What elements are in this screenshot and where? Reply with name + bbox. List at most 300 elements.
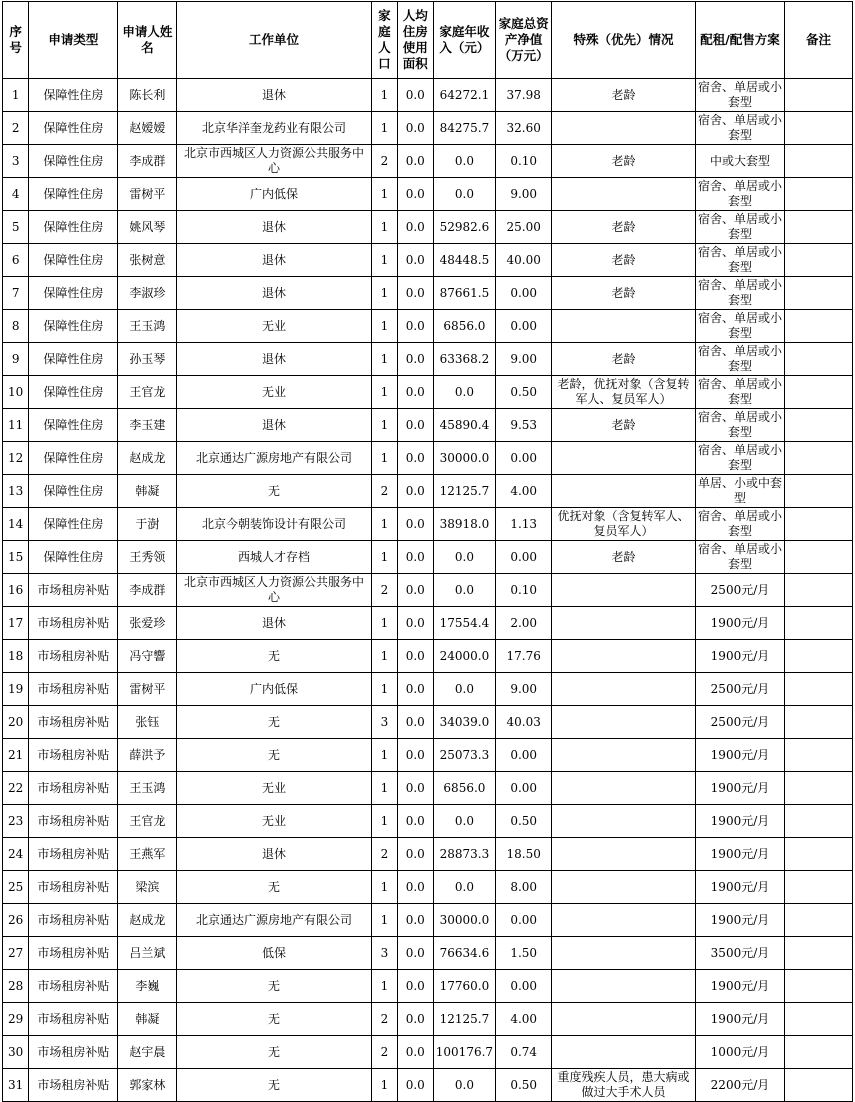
cell-special: 重度残疾人员，患大病或做过大手术人员 [552,1069,696,1102]
cell-area: 0.0 [398,673,433,706]
cell-note [785,79,853,112]
table-row [3,607,853,640]
cell-income: 17554.4 [433,607,496,640]
cell-note [785,904,853,937]
cell-unit: 无 [177,970,372,1003]
cell-type: 保障性住房 [29,310,118,343]
cell-assets: 0.00 [496,970,552,1003]
cell-pop: 2 [371,145,397,178]
cell-type: 保障性住房 [29,211,118,244]
table-row [3,541,853,574]
cell-special: 老龄 [552,541,696,574]
cell-special [552,772,696,805]
cell-no: 31 [3,1069,29,1102]
cell-area: 0.0 [398,706,433,739]
cell-unit: 无 [177,706,372,739]
cell-area: 0.0 [398,178,433,211]
cell-no: 21 [3,739,29,772]
cell-assets: 0.00 [496,442,552,475]
cell-no: 23 [3,805,29,838]
cell-type: 市场租房补贴 [29,838,118,871]
cell-area: 0.0 [398,937,433,970]
cell-name: 冯守響 [118,640,177,673]
cell-plan: 1900元/月 [695,640,784,673]
cell-name: 雷树平 [118,178,177,211]
table-row [3,772,853,805]
cell-assets: 40.00 [496,244,552,277]
cell-name: 王秀领 [118,541,177,574]
cell-type: 市场租房补贴 [29,607,118,640]
cell-pop: 1 [371,871,397,904]
cell-type: 保障性住房 [29,244,118,277]
cell-pop: 1 [371,607,397,640]
cell-type: 保障性住房 [29,541,118,574]
table-row [3,640,853,673]
cell-name: 王燕军 [118,838,177,871]
cell-unit: 退休 [177,244,372,277]
cell-name: 王玉鸿 [118,310,177,343]
cell-income: 48448.5 [433,244,496,277]
cell-income: 30000.0 [433,904,496,937]
cell-plan: 单居、小或中套型 [695,475,784,508]
cell-no: 4 [3,178,29,211]
cell-assets: 9.00 [496,178,552,211]
cell-income: 87661.5 [433,277,496,310]
cell-pop: 1 [371,409,397,442]
cell-type: 保障性住房 [29,112,118,145]
cell-no: 26 [3,904,29,937]
cell-name: 雷树平 [118,673,177,706]
cell-note [785,145,853,178]
cell-plan: 宿舍、单居或小套型 [695,211,784,244]
table-row [3,178,853,211]
cell-assets: 25.00 [496,211,552,244]
table-header [3,2,853,79]
table-row [3,1003,853,1036]
cell-no: 24 [3,838,29,871]
cell-plan: 1900元/月 [695,607,784,640]
cell-area: 0.0 [398,1069,433,1102]
cell-income: 6856.0 [433,310,496,343]
cell-special [552,1036,696,1069]
table-row [3,937,853,970]
cell-special: 老龄 [552,244,696,277]
cell-area: 0.0 [398,1036,433,1069]
cell-assets: 0.00 [496,739,552,772]
cell-special [552,310,696,343]
cell-area: 0.0 [398,838,433,871]
cell-special [552,871,696,904]
cell-income: 6856.0 [433,772,496,805]
cell-pop: 1 [371,1069,397,1102]
cell-plan: 宿舍、单居或小套型 [695,508,784,541]
cell-type: 保障性住房 [29,178,118,211]
cell-assets: 0.50 [496,376,552,409]
cell-note [785,211,853,244]
cell-type: 市场租房补贴 [29,640,118,673]
cell-no: 29 [3,1003,29,1036]
cell-pop: 1 [371,112,397,145]
cell-type: 市场租房补贴 [29,706,118,739]
header-plan: 配租/配售方案 [695,2,784,79]
cell-special [552,475,696,508]
cell-special: 老龄 [552,343,696,376]
cell-note [785,343,853,376]
cell-no: 9 [3,343,29,376]
cell-no: 5 [3,211,29,244]
cell-note [785,838,853,871]
table-row [3,871,853,904]
header-row [3,2,853,79]
cell-income: 0.0 [433,574,496,607]
housing-applicants-table [2,1,853,1102]
table-row [3,376,853,409]
cell-plan: 宿舍、单居或小套型 [695,442,784,475]
cell-income: 76634.6 [433,937,496,970]
cell-no: 11 [3,409,29,442]
cell-note [785,112,853,145]
cell-plan: 1000元/月 [695,1036,784,1069]
cell-type: 保障性住房 [29,79,118,112]
cell-unit: 无 [177,871,372,904]
cell-special [552,112,696,145]
cell-income: 0.0 [433,805,496,838]
header-pop: 家庭人口 [371,2,397,79]
cell-unit: 广内低保 [177,673,372,706]
cell-area: 0.0 [398,244,433,277]
cell-area: 0.0 [398,112,433,145]
cell-type: 保障性住房 [29,145,118,178]
cell-special [552,739,696,772]
cell-plan: 2500元/月 [695,574,784,607]
cell-pop: 3 [371,937,397,970]
table-row [3,574,853,607]
cell-note [785,277,853,310]
cell-income: 64272.1 [433,79,496,112]
table-row [3,970,853,1003]
cell-income: 0.0 [433,871,496,904]
cell-note [785,871,853,904]
cell-no: 13 [3,475,29,508]
cell-plan: 1900元/月 [695,772,784,805]
cell-name: 王官龙 [118,805,177,838]
header-area: 人均住房使用面积 [398,2,433,79]
cell-pop: 1 [371,211,397,244]
header-special: 特殊（优先）情况 [552,2,696,79]
table-row [3,409,853,442]
cell-pop: 1 [371,376,397,409]
cell-area: 0.0 [398,475,433,508]
table-row [3,442,853,475]
table-row [3,277,853,310]
table-row [3,79,853,112]
cell-income: 0.0 [433,376,496,409]
cell-income: 100176.7 [433,1036,496,1069]
cell-type: 市场租房补贴 [29,739,118,772]
cell-special [552,673,696,706]
cell-plan: 2500元/月 [695,706,784,739]
table-row [3,1069,853,1102]
cell-plan: 宿舍、单居或小套型 [695,277,784,310]
cell-no: 3 [3,145,29,178]
cell-unit: 无 [177,1069,372,1102]
cell-unit: 北京市西城区人力资源公共服务中心 [177,145,372,178]
cell-income: 12125.7 [433,475,496,508]
cell-no: 28 [3,970,29,1003]
cell-note [785,1036,853,1069]
cell-assets: 0.00 [496,904,552,937]
cell-note [785,640,853,673]
cell-unit: 无业 [177,310,372,343]
cell-name: 张钰 [118,706,177,739]
cell-assets: 9.53 [496,409,552,442]
cell-unit: 退休 [177,343,372,376]
header-no: 序号 [3,2,29,79]
cell-area: 0.0 [398,574,433,607]
cell-unit: 退休 [177,277,372,310]
cell-pop: 1 [371,673,397,706]
cell-no: 22 [3,772,29,805]
cell-pop: 2 [371,838,397,871]
cell-plan: 宿舍、单居或小套型 [695,178,784,211]
cell-area: 0.0 [398,211,433,244]
cell-type: 市场租房补贴 [29,871,118,904]
cell-type: 保障性住房 [29,442,118,475]
cell-assets: 0.10 [496,574,552,607]
cell-unit: 退休 [177,211,372,244]
cell-unit: 北京通达广源房地产有限公司 [177,904,372,937]
cell-name: 李成群 [118,145,177,178]
cell-area: 0.0 [398,145,433,178]
cell-name: 薛洪予 [118,739,177,772]
cell-area: 0.0 [398,442,433,475]
cell-type: 市场租房补贴 [29,970,118,1003]
cell-plan: 1900元/月 [695,970,784,1003]
cell-pop: 1 [371,772,397,805]
cell-type: 市场租房补贴 [29,904,118,937]
cell-type: 保障性住房 [29,343,118,376]
cell-area: 0.0 [398,277,433,310]
cell-name: 李玉建 [118,409,177,442]
cell-note [785,937,853,970]
cell-unit: 退休 [177,607,372,640]
cell-name: 姚风琴 [118,211,177,244]
table-row [3,343,853,376]
cell-area: 0.0 [398,376,433,409]
cell-area: 0.0 [398,904,433,937]
cell-unit: 退休 [177,409,372,442]
cell-plan: 宿舍、单居或小套型 [695,112,784,145]
cell-assets: 8.00 [496,871,552,904]
cell-note [785,178,853,211]
cell-unit: 低保 [177,937,372,970]
cell-note [785,508,853,541]
cell-special [552,970,696,1003]
cell-plan: 1900元/月 [695,1003,784,1036]
cell-type: 保障性住房 [29,376,118,409]
cell-name: 张爱珍 [118,607,177,640]
cell-name: 郭家林 [118,1069,177,1102]
cell-area: 0.0 [398,739,433,772]
cell-plan: 宿舍、单居或小套型 [695,310,784,343]
cell-special [552,805,696,838]
cell-income: 84275.7 [433,112,496,145]
table-body [3,79,853,1102]
cell-income: 0.0 [433,1069,496,1102]
cell-unit: 广内低保 [177,178,372,211]
cell-area: 0.0 [398,772,433,805]
cell-note [785,541,853,574]
cell-type: 市场租房补贴 [29,673,118,706]
cell-income: 52982.6 [433,211,496,244]
cell-no: 10 [3,376,29,409]
cell-pop: 1 [371,640,397,673]
cell-assets: 2.00 [496,607,552,640]
cell-special [552,178,696,211]
cell-unit: 北京通达广源房地产有限公司 [177,442,372,475]
cell-assets: 0.50 [496,1069,552,1102]
cell-unit: 退休 [177,838,372,871]
cell-unit: 无业 [177,376,372,409]
cell-unit: 北京华洋奎龙药业有限公司 [177,112,372,145]
cell-assets: 37.98 [496,79,552,112]
cell-no: 8 [3,310,29,343]
cell-area: 0.0 [398,970,433,1003]
cell-assets: 4.00 [496,475,552,508]
header-type: 申请类型 [29,2,118,79]
cell-note [785,1003,853,1036]
cell-unit: 无 [177,1036,372,1069]
cell-income: 17760.0 [433,970,496,1003]
cell-type: 市场租房补贴 [29,805,118,838]
cell-area: 0.0 [398,409,433,442]
cell-assets: 40.03 [496,706,552,739]
cell-name: 韩凝 [118,475,177,508]
cell-unit: 北京今朝装饰设计有限公司 [177,508,372,541]
cell-type: 保障性住房 [29,277,118,310]
cell-no: 27 [3,937,29,970]
cell-name: 吕兰斌 [118,937,177,970]
cell-unit: 无 [177,640,372,673]
cell-income: 12125.7 [433,1003,496,1036]
cell-income: 28873.3 [433,838,496,871]
cell-type: 市场租房补贴 [29,1036,118,1069]
cell-assets: 9.00 [496,673,552,706]
cell-pop: 1 [371,805,397,838]
cell-type: 市场租房补贴 [29,772,118,805]
cell-special [552,640,696,673]
cell-plan: 3500元/月 [695,937,784,970]
header-name: 申请人姓名 [118,2,177,79]
cell-no: 18 [3,640,29,673]
cell-name: 陈长利 [118,79,177,112]
cell-special [552,442,696,475]
table-row [3,310,853,343]
cell-name: 王玉鸿 [118,772,177,805]
cell-special: 老龄 [552,145,696,178]
cell-name: 李巍 [118,970,177,1003]
table-row [3,475,853,508]
cell-no: 14 [3,508,29,541]
cell-special: 优抚对象（含复转军人、复员军人） [552,508,696,541]
cell-special [552,838,696,871]
cell-type: 保障性住房 [29,409,118,442]
cell-no: 1 [3,79,29,112]
cell-plan: 宿舍、单居或小套型 [695,376,784,409]
cell-unit: 退休 [177,79,372,112]
cell-pop: 1 [371,739,397,772]
cell-name: 梁滨 [118,871,177,904]
table-row [3,904,853,937]
cell-special: 老龄 [552,79,696,112]
cell-plan: 2200元/月 [695,1069,784,1102]
cell-unit: 无 [177,1003,372,1036]
cell-unit: 无 [177,739,372,772]
cell-no: 6 [3,244,29,277]
cell-note [785,706,853,739]
cell-assets: 1.50 [496,937,552,970]
cell-plan: 宿舍、单居或小套型 [695,409,784,442]
cell-no: 2 [3,112,29,145]
cell-special: 老龄，优抚对象（含复转军人、复员军人） [552,376,696,409]
cell-special [552,904,696,937]
cell-type: 市场租房补贴 [29,1069,118,1102]
cell-note [785,574,853,607]
cell-name: 韩凝 [118,1003,177,1036]
cell-pop: 1 [371,541,397,574]
cell-pop: 1 [371,79,397,112]
cell-note [785,673,853,706]
cell-name: 赵成龙 [118,442,177,475]
cell-no: 20 [3,706,29,739]
cell-special [552,706,696,739]
cell-pop: 1 [371,442,397,475]
cell-income: 0.0 [433,673,496,706]
cell-unit: 无业 [177,772,372,805]
cell-income: 34039.0 [433,706,496,739]
table-row [3,805,853,838]
cell-note [785,607,853,640]
cell-area: 0.0 [398,541,433,574]
cell-assets: 0.50 [496,805,552,838]
cell-plan: 1900元/月 [695,838,784,871]
cell-no: 16 [3,574,29,607]
cell-special [552,1003,696,1036]
cell-unit: 无 [177,475,372,508]
cell-note [785,475,853,508]
table-row [3,145,853,178]
cell-pop: 1 [371,310,397,343]
cell-pop: 2 [371,1036,397,1069]
cell-note [785,442,853,475]
cell-note [785,310,853,343]
cell-plan: 1900元/月 [695,904,784,937]
cell-assets: 0.74 [496,1036,552,1069]
table-row [3,508,853,541]
cell-pop: 1 [371,277,397,310]
cell-no: 25 [3,871,29,904]
cell-plan: 1900元/月 [695,871,784,904]
cell-plan: 宿舍、单居或小套型 [695,79,784,112]
cell-name: 孙玉琴 [118,343,177,376]
cell-assets: 9.00 [496,343,552,376]
cell-assets: 4.00 [496,1003,552,1036]
cell-income: 0.0 [433,541,496,574]
cell-note [785,970,853,1003]
cell-note [785,805,853,838]
cell-area: 0.0 [398,508,433,541]
table-row [3,739,853,772]
